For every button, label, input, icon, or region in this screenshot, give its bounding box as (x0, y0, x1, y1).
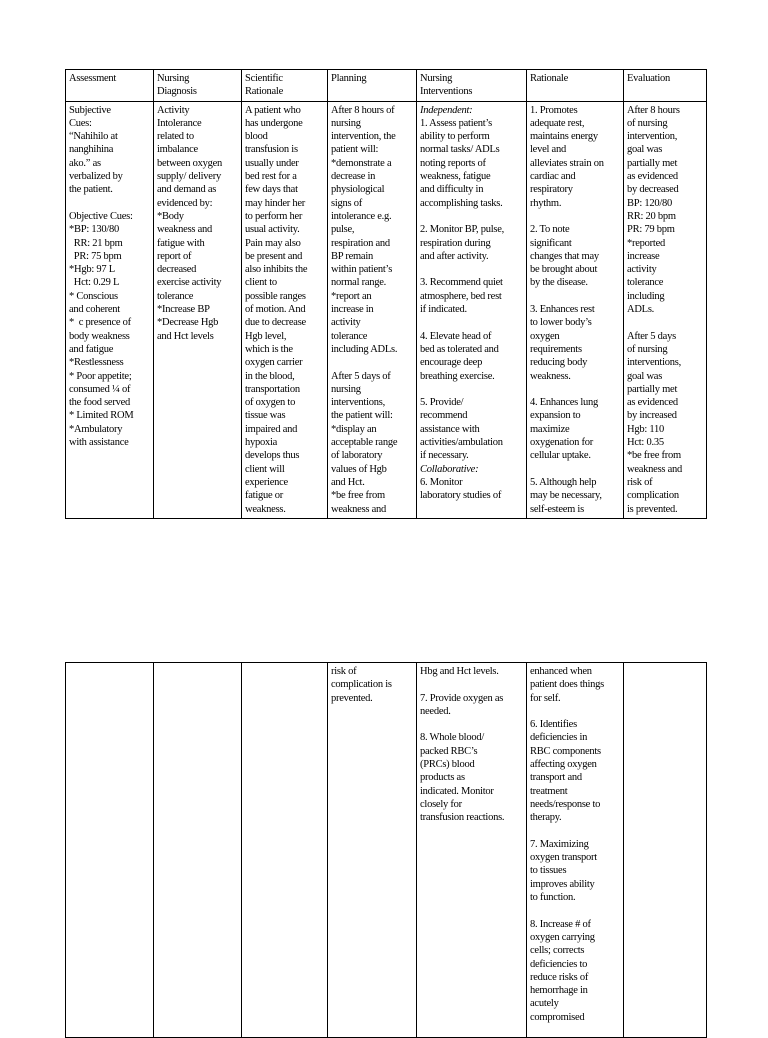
rationale-cell: enhanced when patient does things for self. 6. Identifies deficiencies in RBC components affecting oxygen transport and treatment needs/response to therapy. 7. Maximizing oxygen transport to tissues improves ability to function. 8. Increase # of oxygen carrying cells; corrects deficiencies to reduce risks of hemorrhage in acutely compromised (527, 663, 624, 1038)
header-planning: Planning (328, 70, 417, 102)
interventions-cell (417, 101, 527, 518)
independent-interventions: 1. Assess patient’s ability to perform normal tasks/ ADLs noting reports of weakness, fatigue and difficulty in accomplishing tasks. 2. Monitor BP, pulse, respiration during and after activity. 3. Recommend quiet atmosphere, bed rest if indicated. 4. Elevate head of bed as tolerated and encourage deep breathing exercise. 5. Provide/ recommend assistance with activities/ambulation if necessary. (420, 117, 505, 462)
header-nursing-interventions: Nursing Interventions (417, 70, 527, 102)
header-rationale: Rationale (527, 70, 624, 102)
collaborative-interventions: 6. Monitor laboratory studies of (420, 476, 502, 502)
collaborative-label: Collaborative: (420, 463, 479, 475)
evaluation-cell (624, 663, 707, 1038)
evaluation-cell: After 8 hours of nursing intervention, goal was partially met as evidenced by decreased BP: 120/80 RR: 20 bpm PR: 79 bpm *reported increase activity tolerance including ADLs. After 5 days of nursing interventions, goal was partially met as evidenced by increased Hgb: 110 Hct: 0.35 *be free from weakness and risk of complication is prevented. (624, 101, 707, 518)
header-assessment: Assessment (66, 70, 154, 102)
header-scientific-rationale: Scientific Rationale (242, 70, 328, 102)
independent-label: Independent: (420, 104, 473, 116)
diagnosis-cell (154, 663, 242, 1038)
scientific-rationale-cell: A patient who has undergone blood transfusion is usually under bed rest for a few days that may hinder her to perform her usual activity. Pain may also be present and also inhibits the client to possible ranges of motion. And due to decrease Hgb level, which is the oxygen carrier in the blood, transportation of oxygen to tissue was impaired and hypoxia develops thus client will experience fatigue or weakness. (242, 101, 328, 518)
assessment-cell: Subjective Cues: “Nahihilo at nanghihina ako.” as verbalized by the patient. Objective Cues: *BP: 130/80 RR: 21 bpm PR: 75 bpm *Hgb: 97 L Hct: 0.29 L * Conscious and coherent * c presence of body weakness and fatigue *Restlessness * Poor appetite; consumed ¼ of the food served * Limited ROM *Ambulatory with assistance (66, 101, 154, 518)
header-evaluation: Evaluation (624, 70, 707, 102)
header-nursing-diagnosis: Nursing Diagnosis (154, 70, 242, 102)
rationale-cell: 1. Promotes adequate rest, maintains energy level and alleviates strain on cardiac and respiratory rhythm. 2. To note significant changes that may be brought about by the disease. 3. Enhances rest to lower body’s oxygen requirements reducing body weakness. 4. Enhances lung expansion to maximize oxygenation for cellular uptake. 5. Although help may be necessary, self-esteem is (527, 101, 624, 518)
scientific-rationale-cell (242, 663, 328, 1038)
planning-cell: risk of complication is prevented. (328, 663, 417, 1038)
planning-cell: After 8 hours of nursing intervention, the patient will: *demonstrate a decrease in physiological signs of intolerance e.g. pulse, respiration and BP remain within patient’s normal range. *report an increase in activity tolerance including ADLs. After 5 days of nursing interventions, the patient will: *display an acceptable range of laboratory values of Hgb and Hct. *be free from weakness and (328, 101, 417, 518)
table-row (66, 101, 707, 518)
care-plan-table-page-2 (65, 662, 707, 1038)
header-row (66, 70, 707, 102)
interventions-cell: Hbg and Hct levels. 7. Provide oxygen as needed. 8. Whole blood/ packed RBC’s (PRCs) blood products as indicated. Monitor closely for transfusion reactions. (417, 663, 527, 1038)
table-row (66, 663, 707, 1038)
assessment-cell (66, 663, 154, 1038)
care-plan-table-page-1 (65, 69, 707, 519)
diagnosis-cell: Activity Intolerance related to imbalance between oxygen supply/ delivery and demand as evidenced by: *Body weakness and fatigue with report of decreased exercise activity tolerance *Increase BP *Decrease Hgb and Hct levels (154, 101, 242, 518)
